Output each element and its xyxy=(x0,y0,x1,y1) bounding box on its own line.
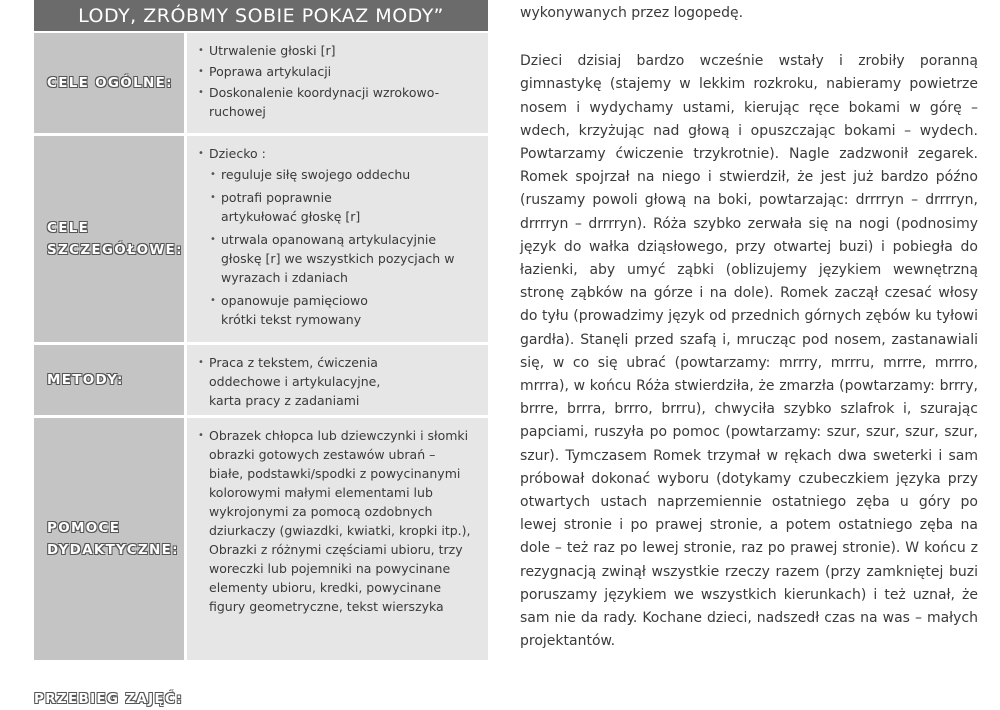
general-goals-label: CELE OGÓLNE: xyxy=(47,75,173,91)
story-first-line: wykonywanych przez logopedę. xyxy=(520,5,744,21)
list-item: • Praca z tekstem, ćwiczenia oddechowe i artykulacyjne, karta pracy z zadaniami xyxy=(197,353,404,410)
row-methods xyxy=(34,345,488,415)
row-specific-goals xyxy=(34,136,488,342)
lesson-title: LODY, ZRÓBMY SOBIE POKAZ MODY” xyxy=(78,4,444,27)
content-cell xyxy=(187,345,488,415)
content-cell xyxy=(187,418,488,660)
list-item: • Doskonalenie koordynacji wzrokowo-ruchowej xyxy=(197,83,469,121)
label-cell xyxy=(34,136,184,342)
list-item: • Poprawa artykulacji xyxy=(197,62,478,81)
row-teaching-aids xyxy=(34,418,488,660)
specific-goals-label: CELE SZCZEGÓŁOWE: xyxy=(47,220,183,258)
label-cell xyxy=(34,33,184,133)
list-item: • reguluje siłę swojego oddechu xyxy=(209,165,478,184)
general-goals-list xyxy=(197,41,478,121)
story-column xyxy=(520,0,978,653)
lesson-plan-table xyxy=(34,33,488,660)
list-item: • potrafi poprawnie artykułować głoskę [r] xyxy=(209,188,371,226)
methods-label: METODY: xyxy=(47,372,124,388)
teaching-aids-label: POMOCE DYDAKTYCZNE: xyxy=(47,520,179,558)
row-general-goals xyxy=(34,33,488,133)
list-item: • Obrazek chłopca lub dziewczynki i słomki obrazki gotowych zestawów ubrań – białe, podstawki/spodki z powycinanymi kolorowymi małymi elementami lub wykrojonymi za pomocą ozdobnych dziurkaczy (gwiazdki, kwiatki, kropki itp.), Obrazki z różnymi częściami ubioru, trzy woreczki lub pojemniki na powycinane elementy ubioru, kredki, powycinane figury geometryczne, tekst wierszyka xyxy=(197,426,471,616)
list-item: • Utrwalenie głoski [r] xyxy=(197,41,478,60)
list-item: • opanowuje pamięciowo krótki tekst rymowany xyxy=(209,291,391,329)
list-item: • Dziecko : xyxy=(197,144,478,163)
lesson-title-bar xyxy=(34,0,488,31)
teaching-aids-list xyxy=(197,426,478,616)
methods-list xyxy=(197,353,478,410)
lesson-course-heading: PRZEBIEG ZAJĘĆ: xyxy=(34,691,183,707)
content-cell xyxy=(187,136,488,342)
story-paragraph: Dzieci dzisiaj bardzo wcześnie wstały i zrobiły poranną gimnastykę (stajemy w lekkim rozkroku, nabieramy powietrze nosem i wydychamy ustami, kierując ręce bokami w górę – wdech, krzyżując nad głową i opuszczając bokami – wydech. Powtarzamy ćwiczenie trzykrotnie). Nagle zadzwonił zegarek. Romek spojrzał na niego i stwierdził, że jest już bardzo późno (ruszamy powoli głową na boki, powtarzając: drrrryn – drrrryn, drrrryn – drrrryn). Róża szybko zerwała się na nogi (podnosimy język do wałka dziąsłowego, przy otwartej buzi) i pobiegła do łazienki, aby umyć ząbki (oblizujemy językiem wewnętrzną stronę ząbków na górze i na dole). Romek zaczął czesać włosy do tyłu (prowadzimy język od przednich górnych zębów ku tyłowi gardła). Stanęli przed szafą i, mrucząc pod nosem, zastanawiali się, w co się ubrać (powtarzamy: mrrry, mrrru, mrrre, mrrro, mrrra), w końcu Róża stwierdziła, że zmarzła (powtarzamy: brrry, brrre, brrra, brrro, brrru), chwyciła szybko szlafrok i, szurając papciami, ruszyła po pomoc (powtarzamy: szur, szur, szur, szur, szur). Tymczasem Romek trzymał w rękach dwa sweterki i sam próbował dokonać wyboru (dotykamy czubeczkiem języka przy otwartych ustach naprzemiennie ostatniego zęba u góry po lewej stronie i po prawej stronie, a potem ostatniego zęba na dole – też raz po lewej stronie, raz po prawej stronie). W końcu z rezygnacją zwinął wszystkie rzeczy razem (przy zamkniętej buzi poruszamy językiem we wszystkich kierunkach) i też uznał, że sam nie da rady. Kochane dzieci, nadszedł czas na was – małych projektantów. xyxy=(520,53,978,650)
content-cell xyxy=(187,33,488,133)
list-item: • utrwala opanowaną artykulacyjnie głoskę [r] we wszystkich pozycjach w wyrazach i zdaniach xyxy=(209,230,471,287)
label-cell xyxy=(34,418,184,660)
specific-goals-list xyxy=(197,144,478,329)
label-cell xyxy=(34,345,184,415)
